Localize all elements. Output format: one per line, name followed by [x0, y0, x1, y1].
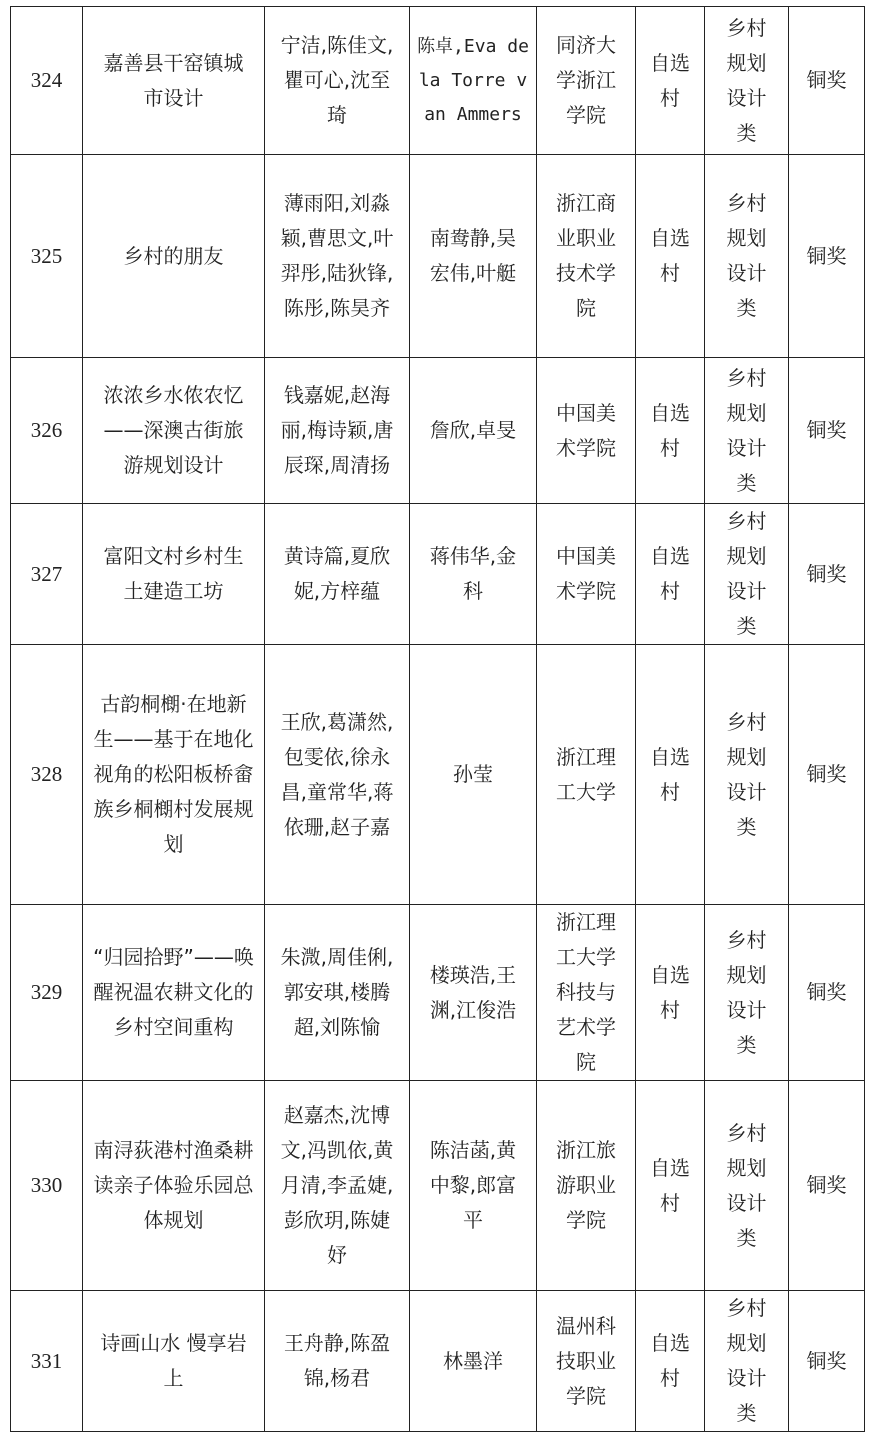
project-title: 乡村的朋友 — [83, 155, 265, 358]
category: 乡村规划设计类 — [705, 155, 789, 358]
entry-number: 326 — [11, 358, 83, 504]
entry-number: 329 — [11, 905, 83, 1081]
award: 铜奖 — [789, 504, 865, 645]
authors: 钱嘉妮,赵海丽,梅诗颖,唐辰琛,周清扬 — [265, 358, 410, 504]
project-title: 南浔荻港村渔桑耕读亲子体验乐园总体规划 — [83, 1081, 265, 1291]
table-row — [11, 645, 865, 905]
authors: 王舟静,陈盈锦,杨君 — [265, 1291, 410, 1432]
school: 浙江商业职业技术学院 — [537, 155, 636, 358]
entry-number: 331 — [11, 1291, 83, 1432]
entry-number: 330 — [11, 1081, 83, 1291]
authors: 宁洁,陈佳文,瞿可心,沈至琦 — [265, 7, 410, 155]
award: 铜奖 — [789, 155, 865, 358]
authors: 赵嘉杰,沈博文,冯凯依,黄月清,李孟婕,彭欣玥,陈婕妤 — [265, 1081, 410, 1291]
school: 浙江理工大学 — [537, 645, 636, 905]
mentors: 楼瑛浩,王渊,江俊浩 — [410, 905, 537, 1081]
award: 铜奖 — [789, 1081, 865, 1291]
award: 铜奖 — [789, 358, 865, 504]
award: 铜奖 — [789, 645, 865, 905]
village-type: 自选村 — [636, 905, 705, 1081]
category: 乡村规划设计类 — [705, 504, 789, 645]
village-type: 自选村 — [636, 155, 705, 358]
category: 乡村规划设计类 — [705, 358, 789, 504]
table-row — [11, 7, 865, 155]
category: 乡村规划设计类 — [705, 905, 789, 1081]
project-title: 古韵桐樃·在地新生——基于在地化视角的松阳板桥畲族乡桐樃村发展规划 — [83, 645, 265, 905]
school: 中国美术学院 — [537, 358, 636, 504]
project-title: 诗画山水 慢享岩上 — [83, 1291, 265, 1432]
village-type: 自选村 — [636, 7, 705, 155]
award: 铜奖 — [789, 1291, 865, 1432]
village-type: 自选村 — [636, 1291, 705, 1432]
table-row — [11, 358, 865, 504]
project-title: 富阳文村乡村生土建造工坊 — [83, 504, 265, 645]
table-row — [11, 1081, 865, 1291]
village-type: 自选村 — [636, 645, 705, 905]
mentors: 孙莹 — [410, 645, 537, 905]
mentors: 南鸯静,吴宏伟,叶艇 — [410, 155, 537, 358]
school: 浙江理工大学科技与艺术学院 — [537, 905, 636, 1081]
school: 中国美术学院 — [537, 504, 636, 645]
entry-number: 328 — [11, 645, 83, 905]
category: 乡村规划设计类 — [705, 7, 789, 155]
category: 乡村规划设计类 — [705, 1081, 789, 1291]
mentors: 陈卓,Eva de la Torre van Ammers — [410, 7, 537, 155]
authors: 朱溦,周佳俐,郭安琪,楼腾超,刘陈愉 — [265, 905, 410, 1081]
mentors: 蒋伟华,金科 — [410, 504, 537, 645]
village-type: 自选村 — [636, 358, 705, 504]
award-table — [10, 6, 865, 1432]
award: 铜奖 — [789, 905, 865, 1081]
project-title: “归园拾野”——唤醒祝温农耕文化的乡村空间重构 — [83, 905, 265, 1081]
mentors: 陈洁菡,黄中黎,郎富平 — [410, 1081, 537, 1291]
table-row — [11, 1291, 865, 1432]
village-type: 自选村 — [636, 1081, 705, 1291]
entry-number: 327 — [11, 504, 83, 645]
category: 乡村规划设计类 — [705, 1291, 789, 1432]
mentors: 詹欣,卓旻 — [410, 358, 537, 504]
entry-number: 324 — [11, 7, 83, 155]
project-title: 浓浓乡水侬农忆——深澳古街旅游规划设计 — [83, 358, 265, 504]
project-title: 嘉善县干窑镇城市设计 — [83, 7, 265, 155]
table-row — [11, 155, 865, 358]
village-type: 自选村 — [636, 504, 705, 645]
school: 浙江旅游职业学院 — [537, 1081, 636, 1291]
authors: 薄雨阳,刘淼颖,曹思文,叶羿彤,陆狄锋,陈彤,陈昊齐 — [265, 155, 410, 358]
authors: 黄诗篇,夏欣妮,方梓蕴 — [265, 504, 410, 645]
category: 乡村规划设计类 — [705, 645, 789, 905]
table-row — [11, 504, 865, 645]
table-row — [11, 905, 865, 1081]
authors: 王欣,葛潇然,包雯依,徐永昌,童常华,蒋依珊,赵子嘉 — [265, 645, 410, 905]
entry-number: 325 — [11, 155, 83, 358]
school: 同济大学浙江学院 — [537, 7, 636, 155]
mentors: 林墨洋 — [410, 1291, 537, 1432]
school: 温州科技职业学院 — [537, 1291, 636, 1432]
award: 铜奖 — [789, 7, 865, 155]
